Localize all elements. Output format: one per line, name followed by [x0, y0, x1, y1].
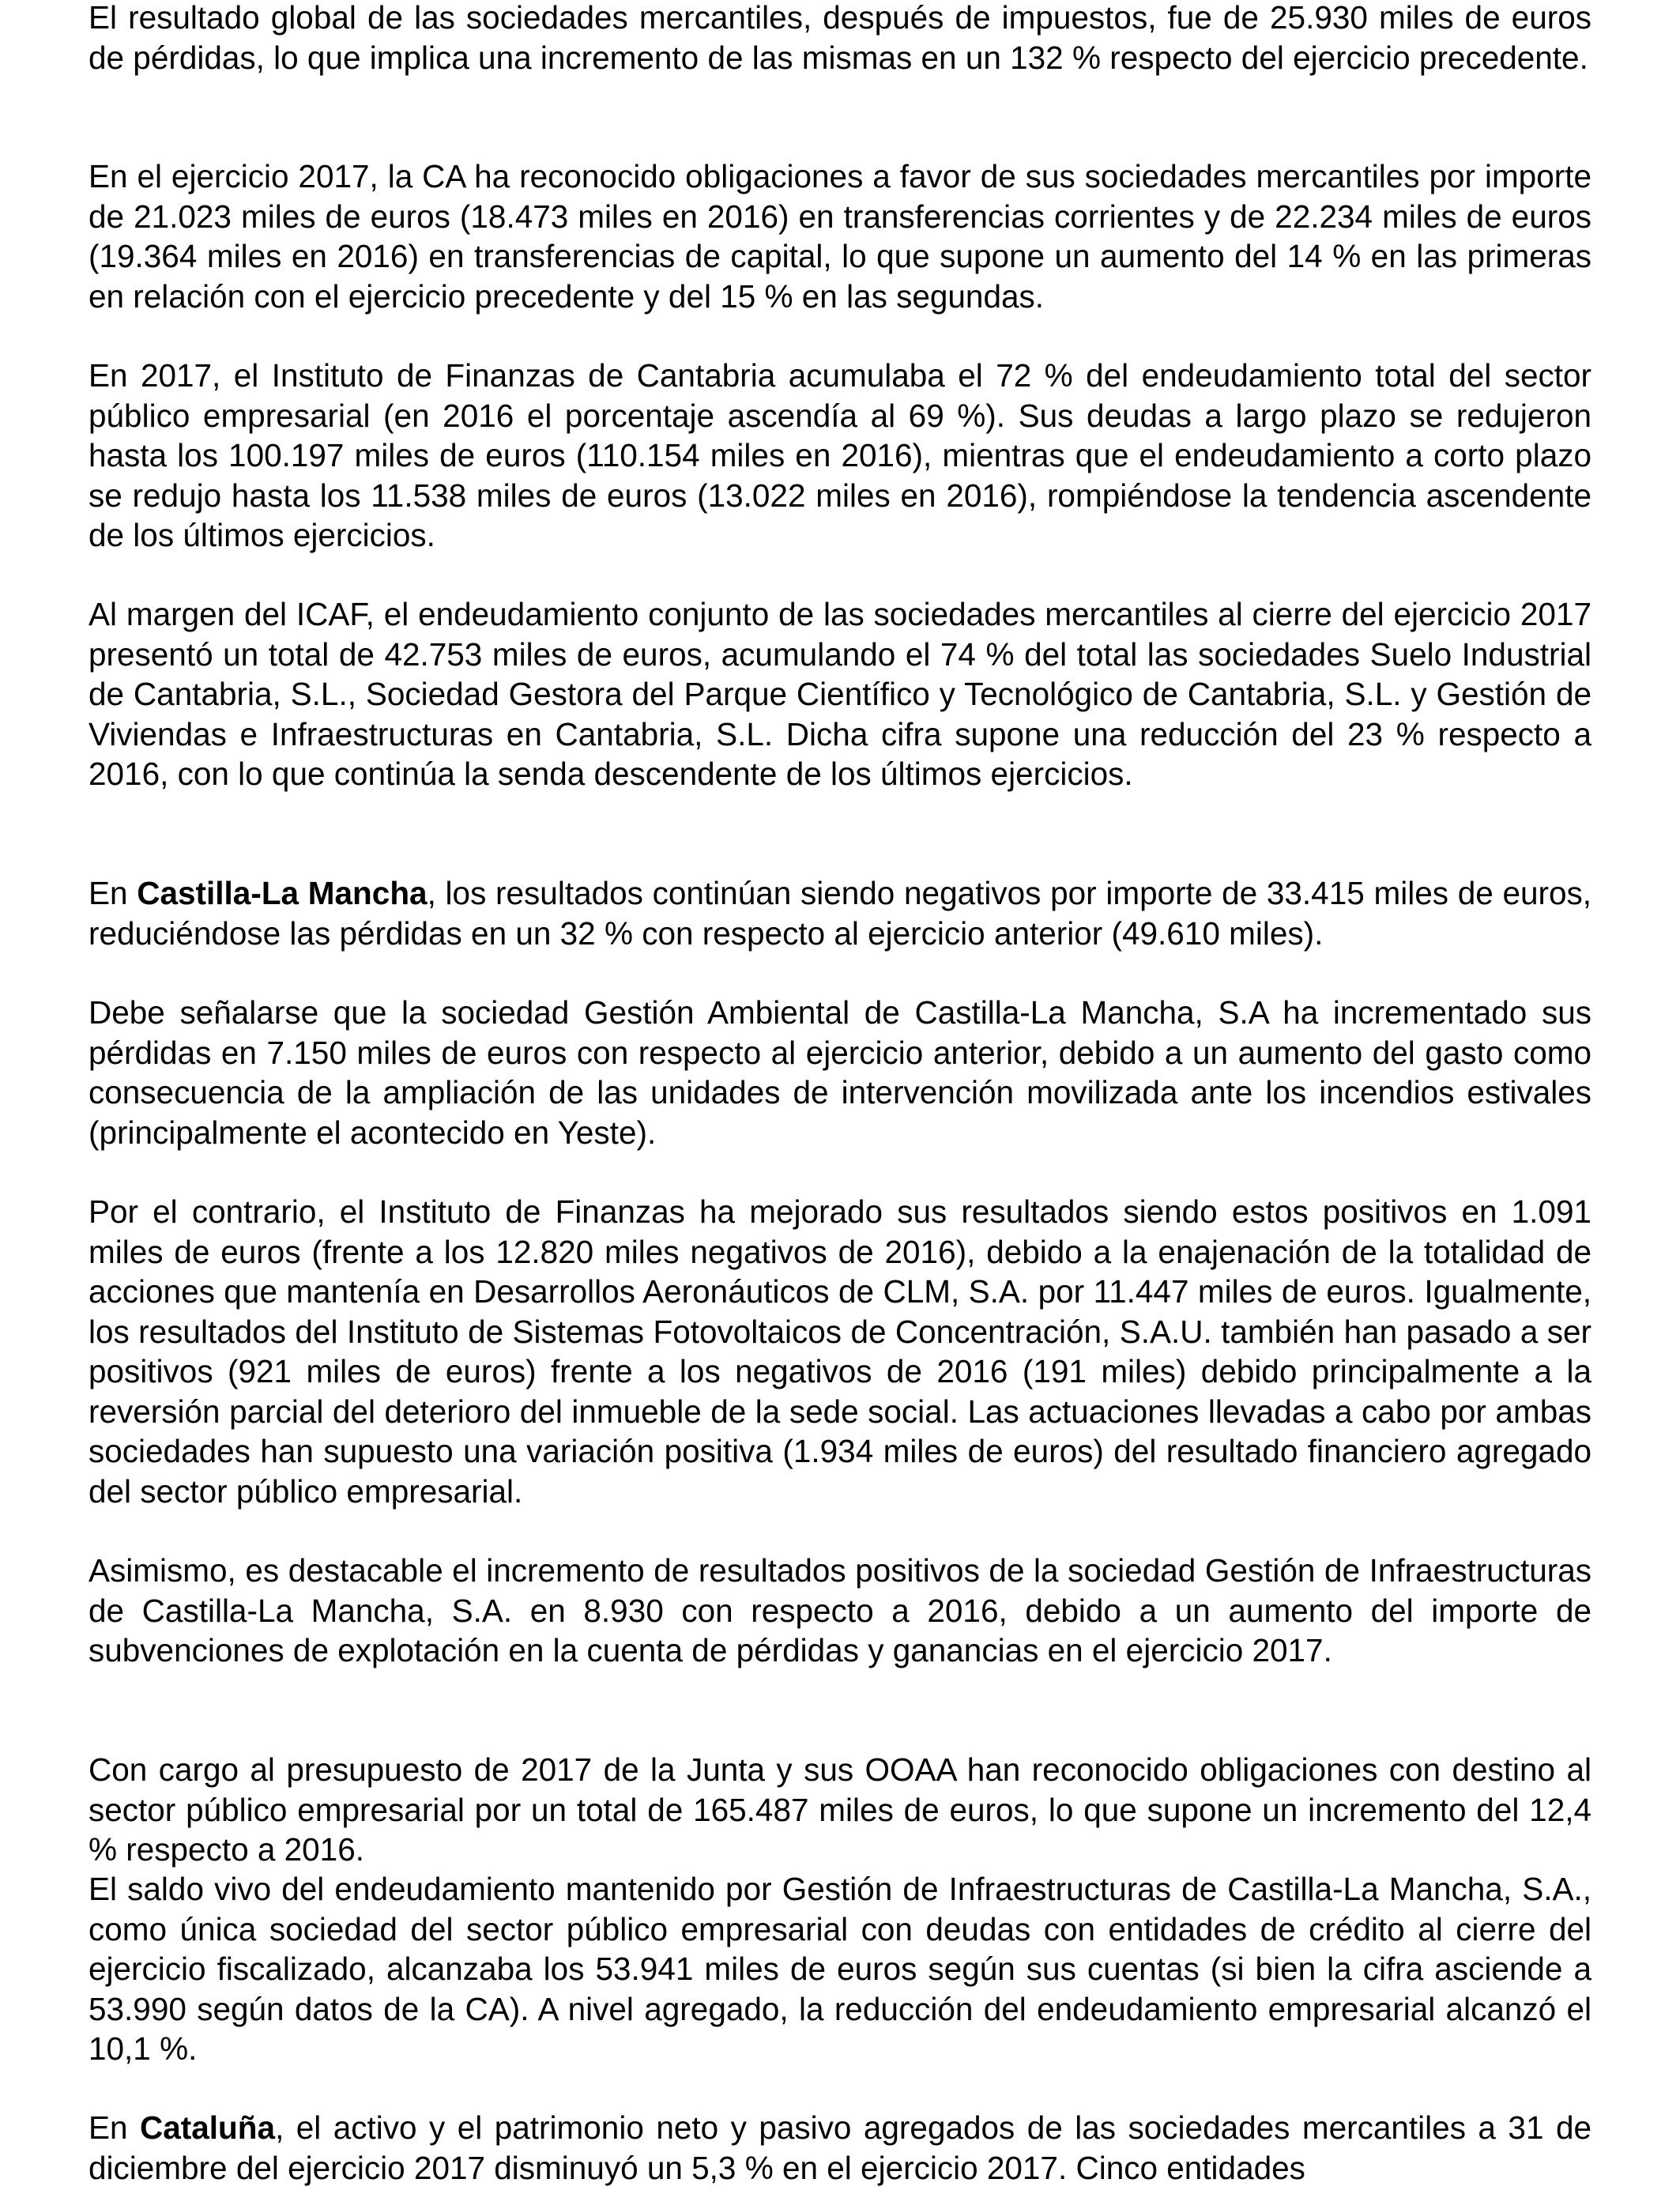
- paragraph-text: En: [89, 2109, 141, 2146]
- paragraph: [89, 873, 1591, 953]
- paragraph: [89, 993, 1591, 1152]
- bold-region-name: Cataluña: [140, 2109, 276, 2146]
- bold-region-name: Castilla-La Mancha: [137, 875, 428, 911]
- paragraph-text: En el ejercicio 2017, la CA ha reconocido obligaciones a favor de sus sociedades mercantiles por importe de 21.023 miles de euros (18.473 miles en 2016) en transferencias corrientes y de 22.234 miles de euros (19.364 miles en 2016) en transferencias de capital, lo que supone un aumento del 14 % en las primeras en relación con el ejercicio precedente y del 15 % en las segundas.: [89, 158, 1591, 315]
- paragraph: [89, 156, 1591, 316]
- paragraph: [89, 594, 1591, 794]
- paragraph: [89, 1192, 1591, 1511]
- paragraph-text: Asimismo, es destacable el incremento de resultados positivos de la sociedad Gestión de Infraestructuras de Castilla-La Mancha, S.A. en 8.930 con respecto a 2016, debido a un aumento del importe de subvenciones de explotación en la cuenta de pérdidas y ganancias en el ejercicio 2017.: [89, 1552, 1591, 1668]
- paragraph: [89, 1551, 1591, 1671]
- paragraph-text: Por el contrario, el Instituto de Finanzas ha mejorado sus resultados siendo estos positivos en 1.091 miles de euros (frente a los 12.820 miles negativos de 2016), debido a la enajenación de la totalidad de acciones que mantenía en Desarrollos Aeronáuticos de CLM, S.A. por 11.447 miles de euros. Igualmente, los resultados del Instituto de Sistemas Fotovoltaicos de Concentración, S.A.U. también han pasado a ser positivos (921 miles de euros) frente a los negativos de 2016 (191 miles) debido principalmente a la reversión parcial del deterioro del inmueble de la sede social. Las actuaciones llevadas a cabo por ambas sociedades han supuesto una variación positiva (1.934 miles de euros) del resultado financiero agregado del sector público empresarial.: [89, 1193, 1591, 1510]
- paragraph-text: En 2017, el Instituto de Finanzas de Cantabria acumulaba el 72 % del endeudamiento total del sector público empresarial (en 2016 el porcentaje ascendía al 69 %). Sus deudas a largo plazo se redujeron hasta los 100.197 miles de euros (110.154 miles en 2016), mientras que el endeudamiento a corto plazo se redujo hasta los 11.538 miles de euros (13.022 miles en 2016), rompiéndose la tendencia ascendente de los últimos ejercicios.: [89, 357, 1591, 553]
- paragraph-text: , los resultados continúan siendo negativos por importe de 33.415 miles de euros, reduciéndose las pérdidas en un 32 % con respecto al ejercicio anterior (49.610 miles).: [89, 875, 1592, 952]
- paragraph: [89, 1750, 1591, 1870]
- paragraph-text: , el activo y el patrimonio neto y pasivo agregados de las sociedades mercantiles a 31 de diciembre del ejercicio 2017 disminuyó un 5,3 % en el ejercicio 2017. Cinco entidades: [89, 2109, 1591, 2186]
- paragraph-text: El resultado global de las sociedades mercantiles, después de impuestos, fue de 25.930 miles de euros de pérdidas, lo que implica una incremento de las mismas en un 132 % respecto del ejercicio precedente.: [89, 0, 1591, 76]
- paragraph-text: Con cargo al presupuesto de 2017 de la Junta y sus OOAA han reconocido obligaciones con destino al sector público empresarial por un total de 165.487 miles de euros, lo que supone un incremento del 12,4 % respecto a 2016.: [89, 1751, 1591, 1868]
- paragraph-text: En: [89, 875, 137, 911]
- paragraph: [89, 0, 1591, 77]
- paragraph: [89, 356, 1591, 556]
- paragraph-text: El saldo vivo del endeudamiento mantenido por Gestión de Infraestructuras de Castilla-La Mancha, S.A., como única sociedad del sector público empresarial con deudas con entidades de crédito al cierre del ejercicio fiscalizado, alcanzaba los 53.941 miles de euros según sus cuentas (si bien la cifra asciende a 53.990 según datos de la CA). A nivel agregado, la reducción del endeudamiento empresarial alcanzó el 10,1 %.: [89, 1871, 1591, 2067]
- paragraph-text: Debe señalarse que la sociedad Gestión Ambiental de Castilla-La Mancha, S.A ha incrementado sus pérdidas en 7.150 miles de euros con respecto al ejercicio anterior, debido a un aumento del gasto como consecuencia de la ampliación de las unidades de intervención movilizada ante los incendios estivales (principalmente el acontecido en Yeste).: [89, 994, 1591, 1151]
- paragraph-text: Al margen del ICAF, el endeudamiento conjunto de las sociedades mercantiles al cierre del ejercicio 2017 presentó un total de 42.753 miles de euros, acumulando el 74 % del total las sociedades Suelo Industrial de Cantabria, S.L., Sociedad Gestora del Parque Científico y Tecnológico de Cantabria, S.L. y Gestión de Viviendas e Infraestructuras en Cantabria, S.L. Dicha cifra supone una reducción del 23 % respecto a 2016, con lo que continúa la senda descendente de los últimos ejercicios.: [89, 596, 1591, 792]
- paragraph: [89, 2108, 1591, 2188]
- paragraph: [89, 1869, 1591, 2069]
